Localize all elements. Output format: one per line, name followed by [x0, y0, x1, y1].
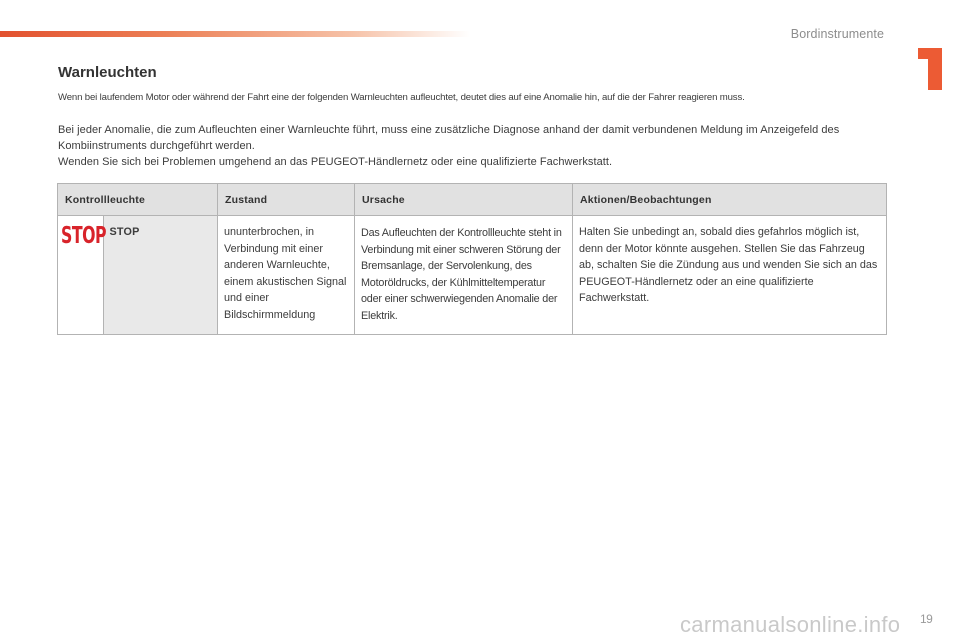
- section-title: Bordinstrumente: [790, 27, 884, 41]
- warning-lights-table: [57, 183, 887, 335]
- watermark: carmanualsonline.info: [680, 612, 901, 637]
- action-cell: Halten Sie unbedingt an, sobald dies gefahrlos möglich ist, denn der Motor könnte ausgehen. Stellen Sie das Fahrzeug ab, schalten Sie die Zündung aus und wenden Sie sich an das PEUGEOT-Händlernetz oder an eine qualifizierte Fachwerkstatt.: [573, 216, 887, 335]
- header-accent-bar: [0, 31, 470, 37]
- page-title: Warnleuchten: [58, 64, 157, 81]
- paragraph-contact: Wenden Sie sich bei Problemen umgehend an das PEUGEOT-Händlernetz oder eine qualifizierte Fachwerkstatt.: [58, 156, 613, 168]
- chapter-number-text: 1: [908, 44, 909, 45]
- chapter-number-shape: [918, 48, 942, 90]
- cause-cell: Das Aufleuchten der Kontrollleuchte steht in Verbindung mit einer schweren Störung der Bremsanlage, der Servolenkung, des Motoröldrucks, der Kühlmitteltemperatur oder einer schwerwiegenden Anomalie der Elektrik.: [355, 216, 573, 335]
- column-header-ursache: Ursache: [355, 184, 573, 216]
- state-cell: ununterbrochen, in Verbindung mit einer anderen Warnleuchte, einem akustischen Signal und einer Bildschirmmeldung: [218, 216, 355, 335]
- table-row: [58, 216, 887, 335]
- page-number: 19: [920, 612, 933, 626]
- paragraph-diagnosis: Bei jeder Anomalie, die zum Aufleuchten einer Warnleuchte führt, muss eine zusätzliche Diagnose anhand der damit verbundenen Meldung im Anzeigefeld des Kombiinstruments durchgeführt werden.: [58, 124, 840, 152]
- stop-warning-icon: STOP: [61, 223, 106, 250]
- intro-text: Wenn bei laufendem Motor oder während der Fahrt eine der folgenden Warnleuchten aufleuchtet, deutet dies auf eine Anomalie hin, auf die der Fahrer reagieren muss.: [58, 92, 745, 103]
- column-header-kontrollleuchte: Kontrollleuchte: [58, 184, 218, 216]
- icon-cell: [58, 216, 106, 334]
- table-header-row: [58, 184, 887, 216]
- column-header-aktionen: Aktionen/Beobachtungen: [573, 184, 887, 216]
- chapter-number: [908, 44, 952, 92]
- column-header-zustand: Zustand: [218, 184, 355, 216]
- kontrollleuchte-cell: [58, 216, 218, 335]
- warning-label: STOP: [103, 216, 217, 334]
